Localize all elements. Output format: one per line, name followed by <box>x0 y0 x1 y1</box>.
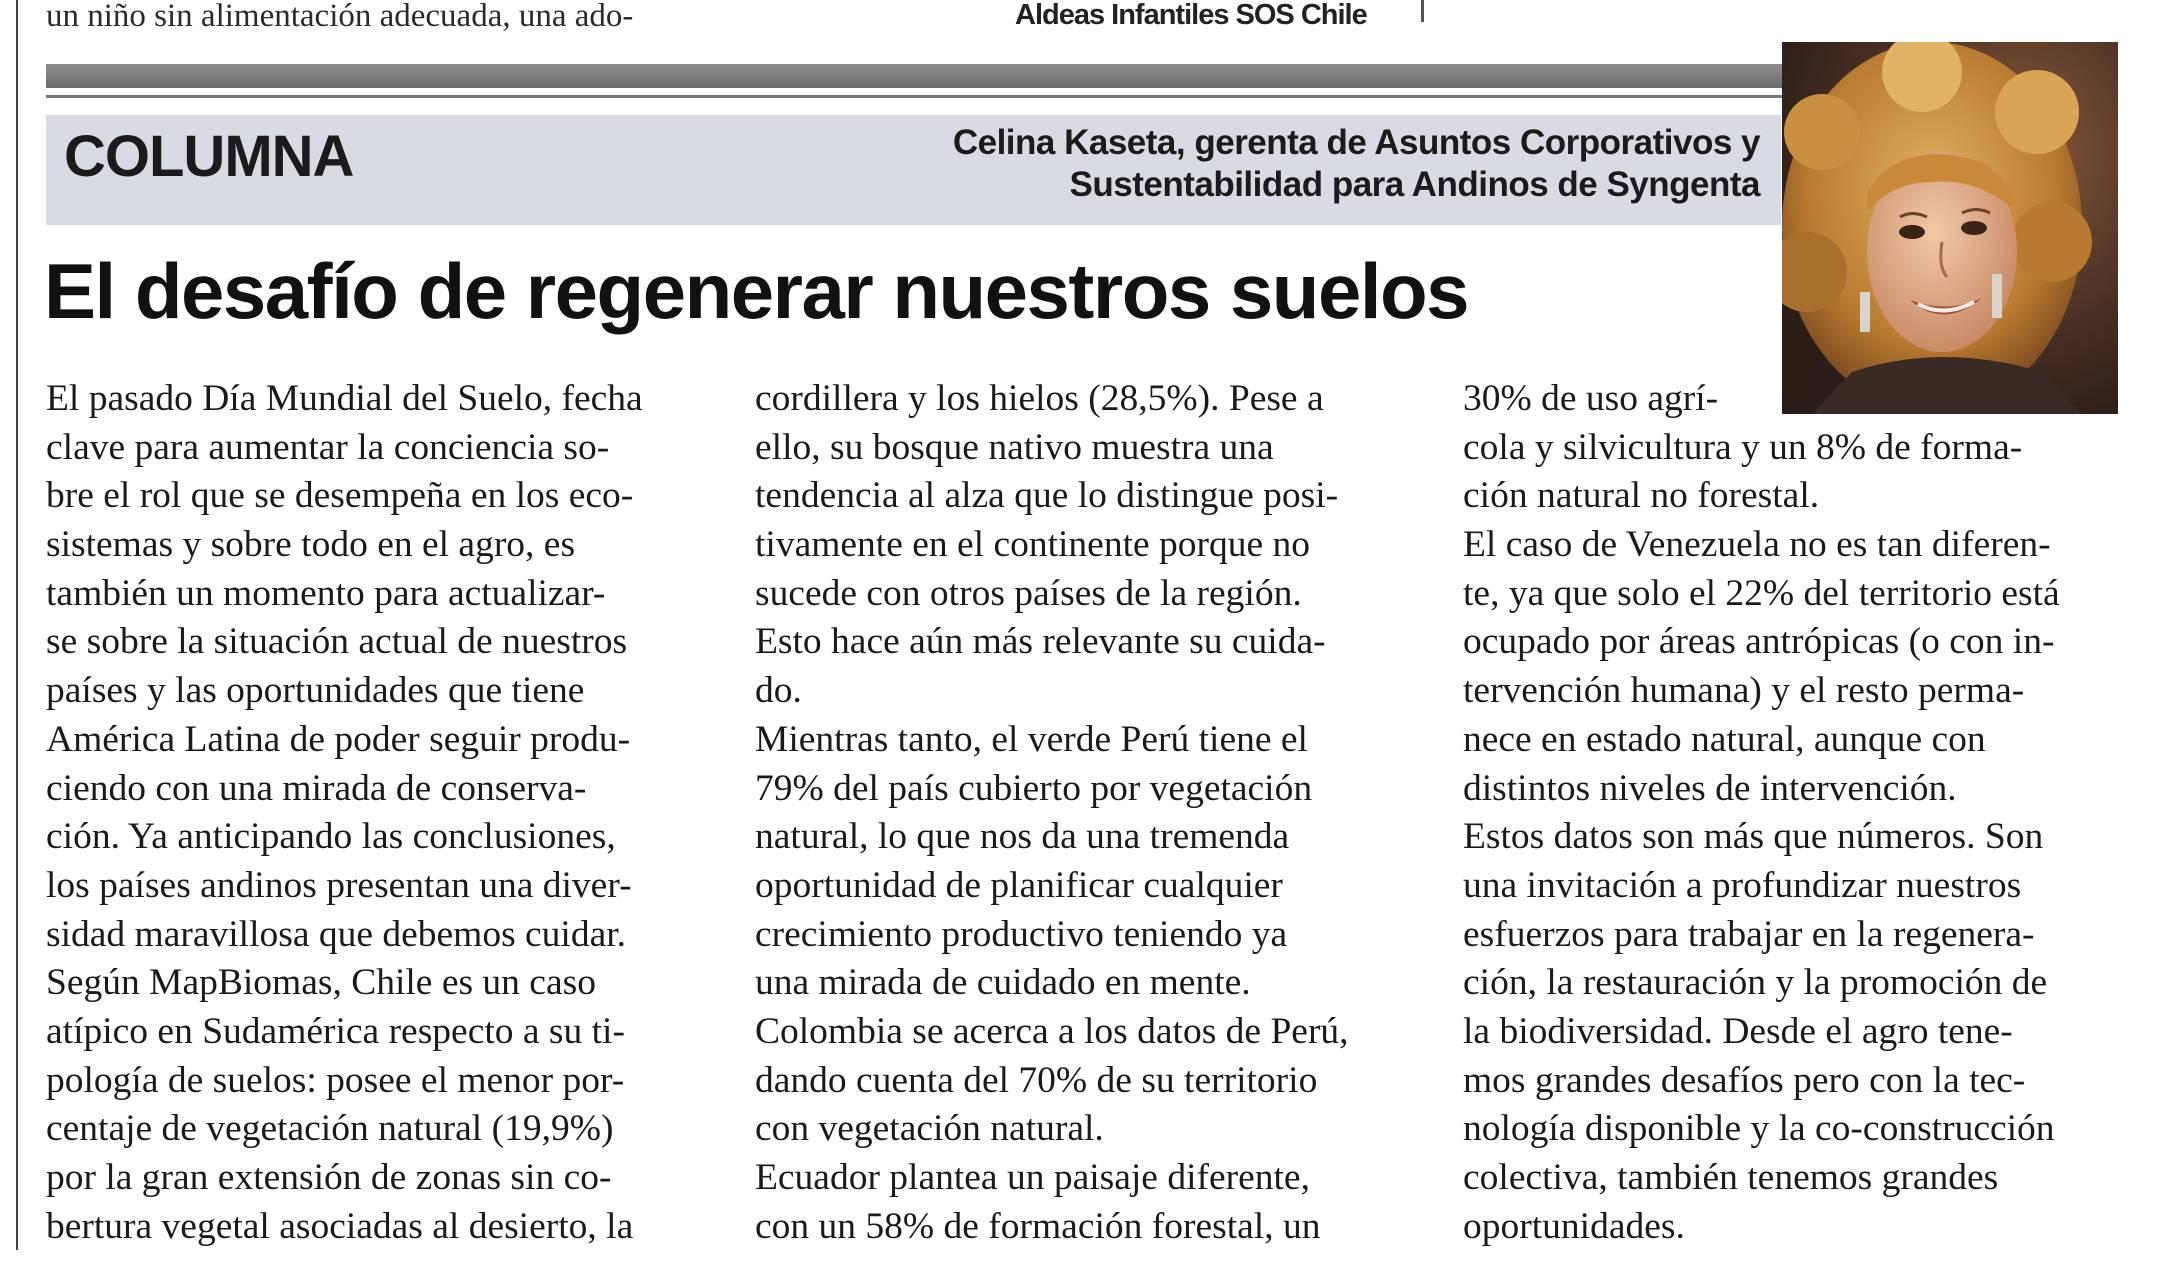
article-text-line: Esto hace aún más relevante su cuida- <box>755 621 1326 663</box>
article-text-line: Estos datos son más que números. Son <box>1463 816 2044 858</box>
article-text-line: oportunidad de planificar cualquier <box>755 864 1283 906</box>
article-text-line: sistemas y sobre todo en el agro, es <box>46 524 576 566</box>
article-text-line: nece en estado natural, aunque con <box>1463 718 1986 760</box>
article-text-line: nología disponible y la co-construcción <box>1463 1108 2055 1150</box>
article-text-line: tervención humana) y el resto perma- <box>1463 670 2025 712</box>
article-text-line: países y las oportunidades que tiene <box>46 670 585 712</box>
article-text-line: do. <box>755 670 802 712</box>
article-text-line: América Latina de poder seguir produ- <box>46 718 631 760</box>
article-text-line: los países andinos presentan una diver- <box>46 864 632 906</box>
article-text-line: tendencia al alza que lo distingue posi- <box>755 475 1339 517</box>
article-text-line: oportunidades. <box>1463 1205 1685 1247</box>
article-text-line: Mientras tanto, el verde Perú tiene el <box>755 718 1308 760</box>
article-text-line: natural, lo que nos da una tremenda <box>755 816 1290 858</box>
section-label: COLUMNA <box>64 124 354 189</box>
article-text-line: sucede con otros países de la región. <box>755 572 1302 614</box>
article-column-2 <box>755 375 1445 1251</box>
article-text-line: por la gran extensión de zonas sin co- <box>46 1157 612 1198</box>
article-text-line: ocupado por áreas antrópicas (o con in- <box>1463 621 2055 663</box>
article-text-line: ción natural no forestal. <box>1463 475 1820 517</box>
article-text-line: tivamente en el continente porque no <box>755 524 1311 566</box>
article-text-line: sidad maravillosa que debemos cuidar. <box>46 913 627 955</box>
article-text-line: distintos niveles de intervención. <box>1463 767 1957 809</box>
article-text-line: pología de suelos: posee el menor por- <box>46 1059 625 1101</box>
article-text-line: cordillera y los hielos (28,5%). Pese a <box>755 378 1324 419</box>
article-text-line: El pasado Día Mundial del Suelo, fecha <box>46 378 643 419</box>
article-text-line: Colombia se acerca a los datos de Perú, <box>755 1010 1349 1052</box>
article-text-line: ciendo con una mirada de conserva- <box>46 767 587 809</box>
article-text-line: clave para aumentar la conciencia so- <box>46 426 610 468</box>
section-rule-thick <box>46 64 2080 88</box>
article-text-line: la biodiversidad. Desde el agro tene- <box>1463 1010 2013 1052</box>
article-text-line: esfuerzos para trabajar en la regenera- <box>1463 913 2035 955</box>
author-photo <box>1782 42 2118 414</box>
byline-line-1: Celina Kaseta, gerenta de Asuntos Corporativos y <box>952 123 1760 162</box>
article-column-1 <box>46 375 736 1251</box>
article-text-line: con vegetación natural. <box>755 1108 1104 1150</box>
article-text-line: ello, su bosque nativo muestra una <box>755 426 1274 468</box>
left-column-rule <box>16 0 18 1250</box>
article-text-line: se sobre la situación actual de nuestros <box>46 621 628 663</box>
article-text-line: con un 58% de formación forestal, un <box>755 1205 1321 1247</box>
article-text-line: 79% del país cubierto por vegetación <box>755 767 1313 809</box>
article-text-line: cola y silvicultura y un 8% de forma- <box>1463 426 2023 468</box>
article-column-3 <box>1463 375 2153 1251</box>
article-text-line: bre el rol que se desempeña en los eco- <box>46 475 634 517</box>
article-text-line: ción, la restauración y la promoción de <box>1463 962 2048 1004</box>
article-text-line: Según MapBiomas, Chile es un caso <box>46 962 596 1004</box>
section-rule-thin <box>46 95 2080 98</box>
byline-line-2: Sustentabilidad para Andinos de Syngenta <box>1069 165 1760 204</box>
previous-article-credit: Aldeas Infantiles SOS Chile <box>1015 0 1367 31</box>
article-text-line: crecimiento productivo teniendo ya <box>755 913 1288 955</box>
article-text-line: dando cuenta del 70% de su territorio <box>755 1059 1318 1101</box>
article-text-line: Ecuador plantea un paisaje diferente, <box>755 1157 1310 1198</box>
article-text-line: te, ya que solo el 22% del territorio está <box>1463 572 2060 614</box>
previous-article-fragment: un niño sin alimentación adecuada, una ado- <box>46 0 634 34</box>
article-text-line: ción. Ya anticipando las conclusiones, <box>46 816 616 858</box>
author-byline <box>953 122 1760 206</box>
article-text-line: una invitación a profundizar nuestros <box>1463 864 2022 906</box>
article-text-line: colectiva, también tenemos grandes <box>1463 1157 1999 1198</box>
article-text-line: también un momento para actualizar- <box>46 572 606 614</box>
article-text-line: 30% de uso agrí- <box>1463 378 1719 419</box>
article-text-line: centaje de vegetación natural (19,9%) <box>46 1108 614 1150</box>
article-text-line: El caso de Venezuela no es tan diferen- <box>1463 524 2051 566</box>
article-text-line: atípico en Sudamérica respecto a su ti- <box>46 1010 625 1052</box>
article-text-line: una mirada de cuidado en mente. <box>755 962 1251 1004</box>
divider-tick <box>1421 0 1424 22</box>
article-headline: El desafío de regenerar nuestros suelos <box>44 247 1469 335</box>
article-text-line: bertura vegetal asociadas al desierto, la <box>46 1205 634 1247</box>
article-text-line: mos grandes desafíos pero con la tec- <box>1463 1059 2026 1101</box>
